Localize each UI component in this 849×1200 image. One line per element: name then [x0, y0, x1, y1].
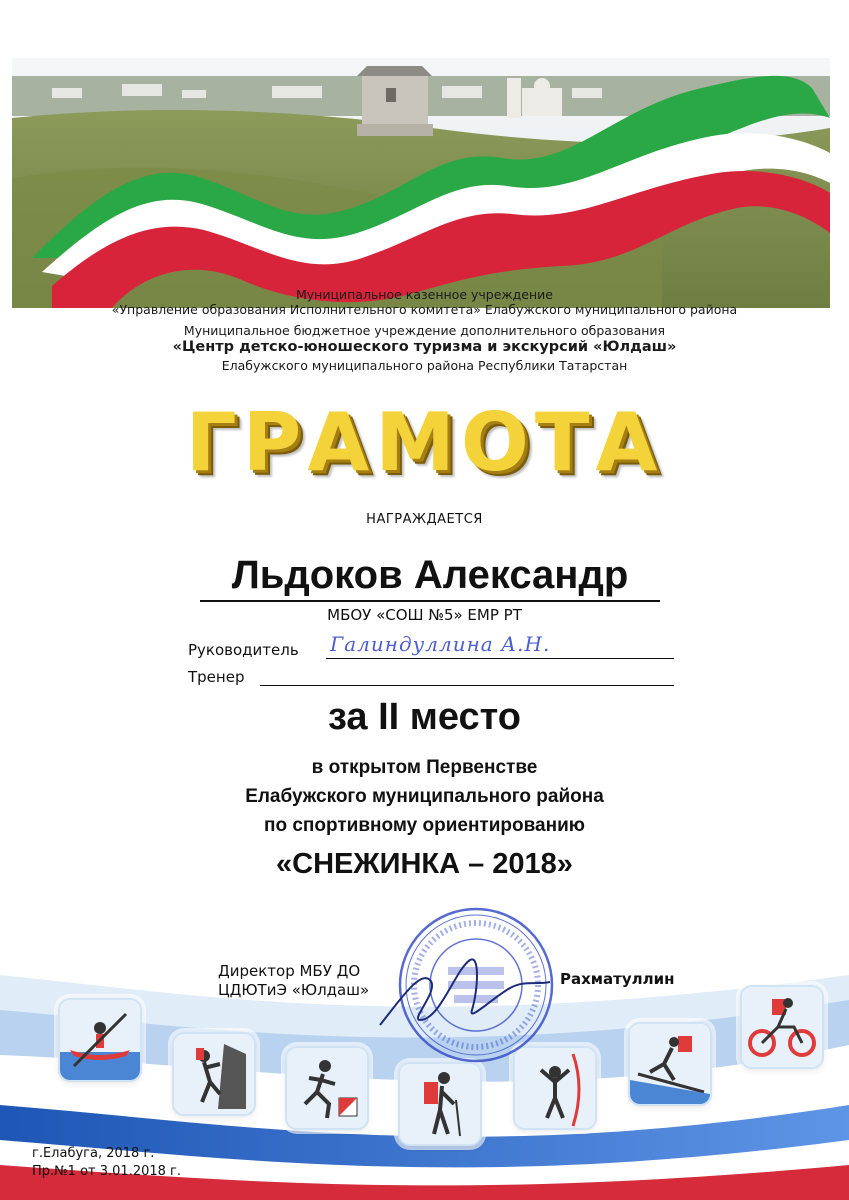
orienteering-icon: [285, 1046, 369, 1130]
leader-label: Руководитель: [188, 641, 299, 659]
skiing-icon: [628, 1022, 712, 1106]
director-line-2: ЦДЮТиЭ «Юлдаш»: [218, 981, 370, 999]
event-line-2: Елабужского муниципального района: [245, 786, 604, 807]
recipient-school: МБОУ «СОШ №5» ЕМР РТ: [327, 606, 522, 624]
certificate-title: ГРАМОТА: [185, 396, 664, 489]
director-signature: [360, 940, 560, 1040]
awarded-label: НАГРАЖДАЕТСЯ: [366, 512, 483, 527]
director-line-1: Директор МБУ ДО: [218, 962, 361, 980]
trainer-line: [260, 685, 674, 686]
trainer-label: Тренер: [188, 668, 245, 686]
leader-handwritten-name: Галиндуллина А.Н.: [330, 632, 551, 656]
footer-order: Пр.№1 от 3.01.2018 г.: [32, 1164, 181, 1179]
org-line-3: Муниципальное бюджетное учреждение дополнительного образования: [183, 323, 666, 338]
org-line-2: «Управление образования Исполнительного комитета» Елабужского муниципального района: [111, 302, 738, 317]
event-name: «СНЕЖИНКА – 2018»: [276, 848, 573, 880]
event-line-3: по спортивному ориентированию: [263, 815, 586, 836]
director-name: Рахматуллин: [560, 970, 675, 988]
org-line-4: «Центр детско-юношеского туризма и экскурсий «Юлдаш»: [172, 339, 677, 355]
award-place: за II место: [328, 696, 521, 738]
recipient-name-line: [200, 550, 660, 602]
cycling-icon: [740, 985, 824, 1069]
leader-line: [326, 658, 674, 659]
event-line-1: в открытом Первенстве: [311, 757, 538, 778]
hiking-icon: [398, 1062, 482, 1146]
header-photo: [12, 58, 830, 308]
org-line-5: Елабужского муниципального района Республики Татарстан: [221, 358, 628, 373]
climbing-icon: [172, 1032, 256, 1116]
recipient-name: Льдоков Александр: [231, 553, 629, 597]
kayak-icon: [58, 998, 142, 1082]
director-title: [218, 962, 369, 1000]
org-line-1: Муниципальное казенное учреждение: [296, 287, 553, 302]
footer-place-date: г.Елабуга, 2018 г.: [32, 1146, 155, 1161]
